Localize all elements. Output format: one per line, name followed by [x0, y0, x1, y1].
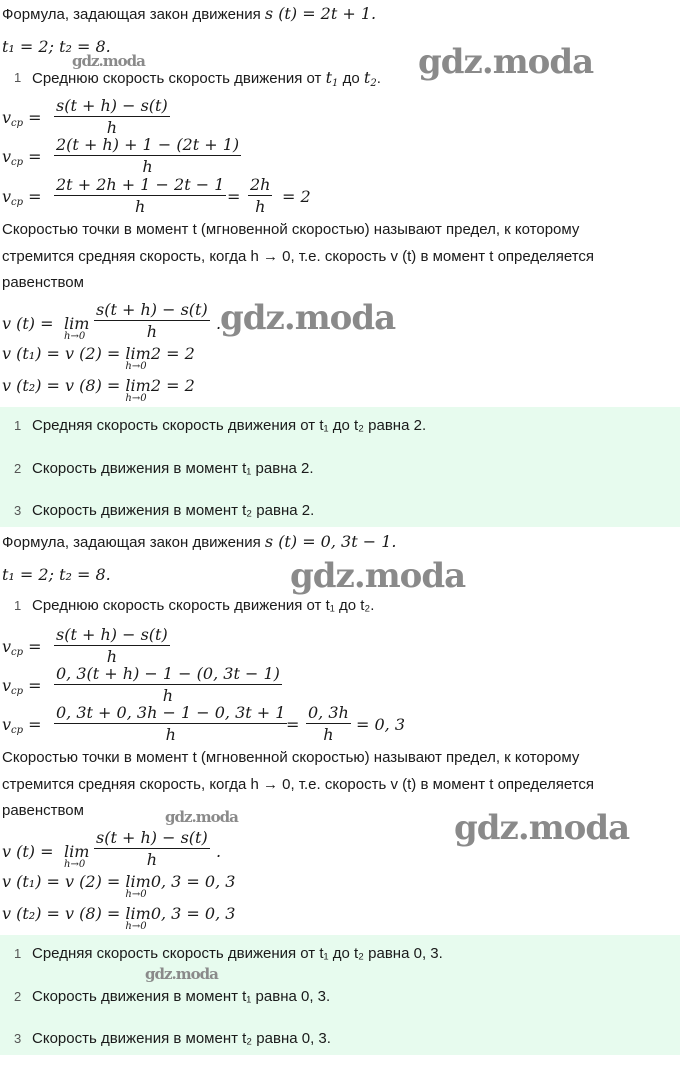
watermark: gdz.moda	[454, 808, 630, 848]
definition-line-4: Скоростью точки в момент t (мгновенной скоростью) называют предел, к которому	[2, 749, 580, 766]
answer-3: Скорость движения в момент t₂ равна 0, 3.	[32, 1030, 331, 1047]
answer-1: Средняя скорость скорость движения от t₁ до t₂ равна 2.	[32, 417, 427, 434]
definition-line-6: равенством	[2, 802, 84, 819]
definition-line-1: Скоростью точки в момент t (мгновенной скоростью) называют предел, к которому	[2, 221, 580, 238]
watermark: gdz.moda	[418, 42, 594, 82]
answers-box-2: 1 Средняя скорость скорость движения от t₁ до t₂ равна 0, 3. 2 Скорость движения в момент t₁ равна 0, 3. 3 Скорость движения в момент t₂ равна 0, 3.	[0, 935, 680, 1055]
watermark: gdz.moda	[220, 298, 396, 338]
times-line-2: t₁ = 2; t₂ = 8.	[2, 565, 111, 584]
times-line-1: t₁ = 2; t₂ = 8.	[2, 37, 111, 56]
answers-box-1: 1 Средняя скорость скорость движения от t₁ до t₂ равна 2. 2 Скорость движения в момент t₁ равна 2. 3 Скорость движения в момент t₂ равна 2.	[0, 407, 680, 527]
answer-1: Средняя скорость скорость движения от t₁ до t₂ равна 0, 3.	[32, 945, 443, 962]
watermark: gdz.moda	[72, 52, 145, 70]
definition-line-3: равенством	[2, 274, 84, 291]
answer-3: Скорость движения в момент t₂ равна 2.	[32, 502, 315, 519]
step-text-1: Среднюю скорость скорость движения от $t_1$ до $t_2$.	[32, 68, 381, 89]
watermark: gdz.moda	[165, 808, 238, 826]
watermark: gdz.moda	[145, 965, 218, 983]
step-number: 1	[14, 598, 22, 613]
step-number: 1	[14, 70, 22, 85]
definition-line-5: стремится средняя скорость, когда h → 0, т.е. скорость v (t) в момент t определяется	[2, 776, 595, 793]
watermark: gdz.moda	[290, 556, 466, 596]
answer-2: Скорость движения в момент t₁ равна 0, 3.	[32, 988, 331, 1005]
step-text-2: Среднюю скорость скорость движения от t₁ до t₂.	[32, 597, 375, 614]
answer-2: Скорость движения в момент t₁ равна 2.	[32, 460, 314, 477]
intro-line-2: Формула, задающая закон движения s (t) = 0, 3t − 1.	[2, 532, 397, 551]
definition-line-2: стремится средняя скорость, когда h → 0, т.е. скорость v (t) в момент t определяется	[2, 248, 595, 265]
intro-line-1: Формула, задающая закон движения s (t) = 2t + 1.	[2, 4, 377, 23]
